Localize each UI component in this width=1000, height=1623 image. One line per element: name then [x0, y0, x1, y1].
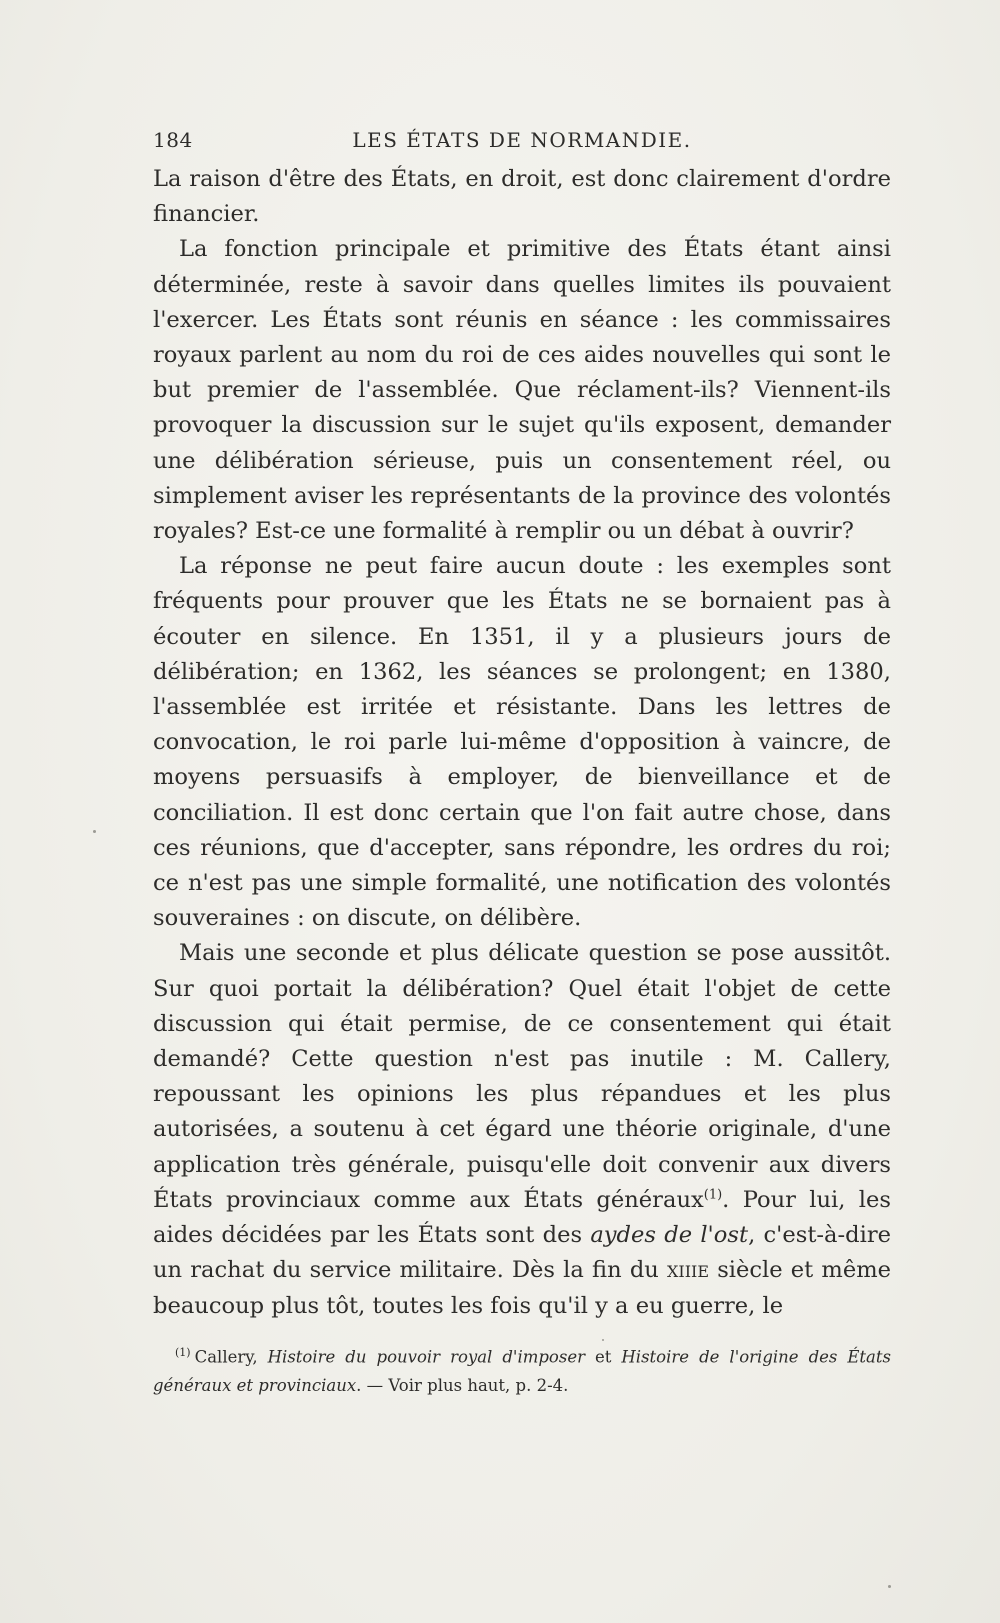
- paragraph: [153, 936, 891, 1323]
- footnote-author: Callery,: [194, 1347, 268, 1367]
- paragraph: La fonction principale et primitive des États étant ainsi déterminée, reste à savoir dans quelles limites ils pouvaient l'exercer. Les États sont réunis en séance : les commissaires royaux parlent au nom du roi de ces aides nouvelles qui sont le but premier de l'assemblée. Que réclament-ils? Viennent-ils provoquer la discussion sur le sujet qu'ils exposent, demander une délibération sérieuse, puis un consentement réel, ou simplement aviser les représentants de la province des volontés royales? Est-ce une formalité à remplir ou un débat à ouvrir?: [153, 236, 891, 545]
- paragraph-text: Mais une seconde et plus délicate question se pose aussitôt. Sur quoi portait la délibération? Quel était l'objet de cette discussion qui était permise, de ce consentement qui était demandé? Cette question n'est pas inutile : M. Callery, repoussant les opinions les plus répandues et les plus autorisées, a soutenu à cet égard une théorie originale, d'une application très générale, puisqu'elle doit convenir aux divers États provinciaux comme aux États généraux: [153, 940, 891, 1213]
- footnote-title: Histoire de l'origine des États généraux et provinciaux: [153, 1347, 891, 1396]
- running-title: LES ÉTATS DE NORMANDIE.: [352, 128, 692, 152]
- footnotes: [153, 1338, 891, 1401]
- paragraph-text: siècle et même beaucoup plus tôt, toutes les fois qu'il y a eu guerre, le: [153, 1257, 891, 1319]
- footnote: [153, 1338, 891, 1401]
- text-block: [153, 128, 891, 1400]
- footnote-text: . — Voir plus haut, p. 2-4.: [356, 1376, 569, 1396]
- paragraph-text: . Pour lui, les aides décidées par les États sont des: [153, 1186, 891, 1249]
- century-numeral: xiiie: [667, 1257, 710, 1284]
- body-text: [153, 162, 891, 1324]
- page-number: 184: [153, 128, 193, 152]
- footnote-title: Histoire du pouvoir royal d'imposer: [267, 1347, 585, 1367]
- paragraph: La raison d'être des États, en droit, est donc clairement d'ordre financier.: [153, 166, 891, 228]
- italic-term: aydes de l'ost: [590, 1222, 749, 1249]
- footnote-text: et: [584, 1347, 622, 1367]
- footnote-reference: (1): [703, 1187, 723, 1203]
- footnote-mark: (1): [175, 1345, 191, 1359]
- paper-speck: [93, 830, 96, 833]
- paragraph-text: , c'est-à-dire un rachat du service militaire. Dès la fin du: [153, 1222, 892, 1284]
- paper-speck: [888, 1585, 891, 1588]
- footnote-spacer: [153, 1324, 891, 1336]
- paragraph: La réponse ne peut faire aucun doute : les exemples sont fréquents pour prouver que les États ne se bornaient pas à écouter en silence. En 1351, il y a plusieurs jours de délibération; en 1362, les séances se prolongent; en 1380, l'assemblée est irritée et résistante. Dans les lettres de convocation, le roi parle lui-même d'opposition à vaincre, de moyens persuasifs à employer, de bienveillance et de conciliation. Il est donc certain que l'on fait autre chose, dans ces réunions, que d'accepter, sans répondre, les ordres du roi; ce n'est pas une simple formalité, une notification des volontés souveraines : on discute, on délibère.: [153, 553, 891, 932]
- running-head: [153, 128, 891, 162]
